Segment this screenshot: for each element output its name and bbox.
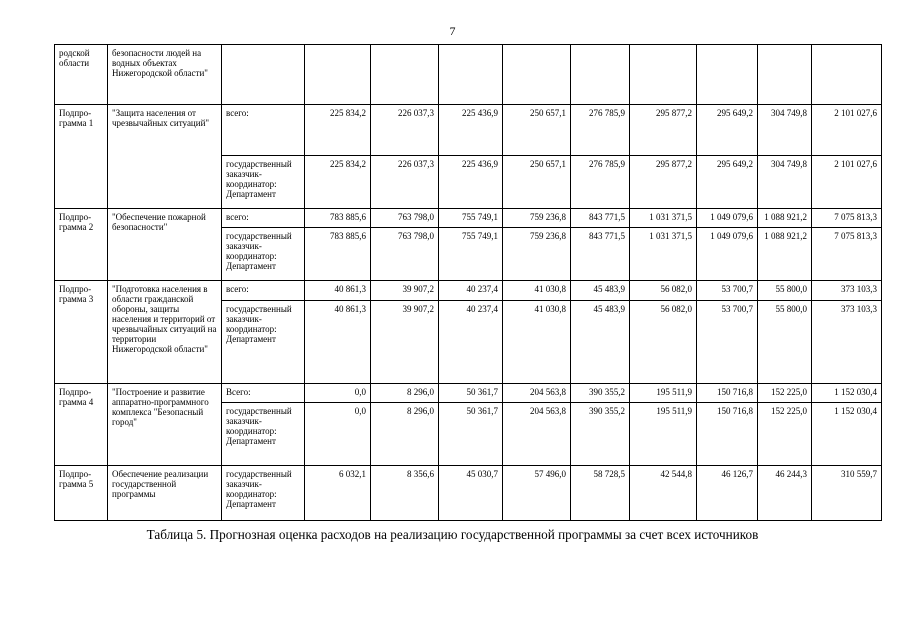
value-cell: 55 800,0 [758, 301, 812, 384]
value-cell: 41 030,8 [503, 281, 571, 301]
empty-cell [503, 45, 571, 105]
value-cell: 295 877,2 [630, 105, 697, 156]
value-cell: 40 237,4 [439, 301, 503, 384]
name-cell: "Защита населения от чрезвычайных ситуаций" [108, 105, 222, 209]
value-cell: 46 244,3 [758, 466, 812, 521]
value-cell: 1 031 371,5 [630, 209, 697, 228]
total-cell: 7 075 813,3 [812, 209, 882, 228]
table-row-continuation [55, 45, 882, 105]
source-cell: государственный заказчик-координатор: Департамент [222, 403, 305, 466]
value-cell: 195 511,9 [630, 384, 697, 403]
value-cell: 390 355,2 [571, 384, 630, 403]
value-cell: 276 785,9 [571, 156, 630, 209]
value-cell: 42 544,8 [630, 466, 697, 521]
value-cell: 6 032,1 [305, 466, 371, 521]
value-cell: 763 798,0 [371, 209, 439, 228]
value-cell: 50 361,7 [439, 384, 503, 403]
value-cell: 1 088 921,2 [758, 228, 812, 281]
value-cell: 150 716,8 [697, 403, 758, 466]
value-cell: 56 082,0 [630, 301, 697, 384]
value-cell: 53 700,7 [697, 301, 758, 384]
value-cell: 295 877,2 [630, 156, 697, 209]
total-cell: 7 075 813,3 [812, 228, 882, 281]
value-cell: 783 885,6 [305, 209, 371, 228]
value-cell: 45 483,9 [571, 301, 630, 384]
value-cell: 390 355,2 [571, 403, 630, 466]
source-cell: государственный заказчик-координатор: Департамент [222, 228, 305, 281]
value-cell: 755 749,1 [439, 228, 503, 281]
value-cell: 56 082,0 [630, 281, 697, 301]
page-number: 7 [449, 24, 456, 38]
value-cell: 39 907,2 [371, 301, 439, 384]
status-cell: Подпро-грамма 3 [55, 281, 108, 384]
name-cell: Обеспечение реализации государственной программы [108, 466, 222, 521]
value-cell: 53 700,7 [697, 281, 758, 301]
value-cell: 759 236,8 [503, 228, 571, 281]
value-cell: 0,0 [305, 403, 371, 466]
total-cell: 2 101 027,6 [812, 105, 882, 156]
value-cell: 8 296,0 [371, 384, 439, 403]
value-cell: 1 031 371,5 [630, 228, 697, 281]
value-cell: 39 907,2 [371, 281, 439, 301]
source-cell: Всего: [222, 384, 305, 403]
budget-table [54, 44, 882, 521]
total-cell: 1 152 030,4 [812, 384, 882, 403]
source-cell: государственный заказчик-координатор: Департамент [222, 156, 305, 209]
value-cell: 1 088 921,2 [758, 209, 812, 228]
value-cell: 1 049 079,6 [697, 228, 758, 281]
value-cell: 40 861,3 [305, 301, 371, 384]
value-cell: 250 657,1 [503, 105, 571, 156]
source-cell: всего: [222, 105, 305, 156]
name-cell: "Подготовка населения в области гражданской обороны, защиты населения и территорий от чрезвычайных ситуаций на территории Нижегородской области" [108, 281, 222, 384]
value-cell: 0,0 [305, 384, 371, 403]
status-cell: родской области [55, 45, 108, 105]
value-cell: 1 049 079,6 [697, 209, 758, 228]
name-cell: безопасности людей на водных объектах Нижегородской области" [108, 45, 222, 105]
value-cell: 40 237,4 [439, 281, 503, 301]
empty-cell [758, 45, 812, 105]
table-row [55, 384, 882, 403]
source-cell [222, 45, 305, 105]
value-cell: 8 296,0 [371, 403, 439, 466]
total-cell: 373 103,3 [812, 281, 882, 301]
value-cell: 55 800,0 [758, 281, 812, 301]
value-cell: 195 511,9 [630, 403, 697, 466]
value-cell: 58 728,5 [571, 466, 630, 521]
status-cell: Подпро-грамма 1 [55, 105, 108, 209]
status-cell: Подпро-грамма 2 [55, 209, 108, 281]
value-cell: 763 798,0 [371, 228, 439, 281]
value-cell: 45 483,9 [571, 281, 630, 301]
status-cell: Подпро-грамма 4 [55, 384, 108, 466]
value-cell: 225 834,2 [305, 105, 371, 156]
name-cell: "Построение и развитие аппаратно-программного комплекса "Безопасный город" [108, 384, 222, 466]
total-cell: 310 559,7 [812, 466, 882, 521]
value-cell: 8 356,6 [371, 466, 439, 521]
table-row [55, 281, 882, 301]
source-cell: государственный заказчик-координатор: Департамент [222, 466, 305, 521]
value-cell: 755 749,1 [439, 209, 503, 228]
source-cell: всего: [222, 209, 305, 228]
value-cell: 57 496,0 [503, 466, 571, 521]
source-cell: государственный заказчик-координатор: Департамент [222, 301, 305, 384]
value-cell: 843 771,5 [571, 228, 630, 281]
table-row [55, 105, 882, 156]
value-cell: 150 716,8 [697, 384, 758, 403]
value-cell: 226 037,3 [371, 105, 439, 156]
value-cell: 276 785,9 [571, 105, 630, 156]
table-row [55, 209, 882, 228]
empty-cell [812, 45, 882, 105]
value-cell: 759 236,8 [503, 209, 571, 228]
total-cell: 2 101 027,6 [812, 156, 882, 209]
empty-cell [571, 45, 630, 105]
value-cell: 41 030,8 [503, 301, 571, 384]
table-caption: Таблица 5. Прогнозная оценка расходов на реализацию государственной программы за счет всех источников [146, 527, 759, 542]
value-cell: 295 649,2 [697, 156, 758, 209]
value-cell: 45 030,7 [439, 466, 503, 521]
table-body [55, 45, 882, 521]
value-cell: 225 436,9 [439, 156, 503, 209]
status-cell: Подпро-грамма 5 [55, 466, 108, 521]
value-cell: 250 657,1 [503, 156, 571, 209]
name-cell: "Обеспечение пожарной безопасности" [108, 209, 222, 281]
value-cell: 204 563,8 [503, 384, 571, 403]
total-cell: 373 103,3 [812, 301, 882, 384]
total-cell: 1 152 030,4 [812, 403, 882, 466]
empty-cell [305, 45, 371, 105]
empty-cell [371, 45, 439, 105]
value-cell: 304 749,8 [758, 105, 812, 156]
empty-cell [697, 45, 758, 105]
value-cell: 226 037,3 [371, 156, 439, 209]
value-cell: 225 834,2 [305, 156, 371, 209]
value-cell: 295 649,2 [697, 105, 758, 156]
value-cell: 152 225,0 [758, 384, 812, 403]
value-cell: 304 749,8 [758, 156, 812, 209]
value-cell: 843 771,5 [571, 209, 630, 228]
value-cell: 40 861,3 [305, 281, 371, 301]
value-cell: 225 436,9 [439, 105, 503, 156]
value-cell: 783 885,6 [305, 228, 371, 281]
value-cell: 50 361,7 [439, 403, 503, 466]
value-cell: 152 225,0 [758, 403, 812, 466]
value-cell: 46 126,7 [697, 466, 758, 521]
source-cell: всего: [222, 281, 305, 301]
value-cell: 204 563,8 [503, 403, 571, 466]
empty-cell [630, 45, 697, 105]
empty-cell [439, 45, 503, 105]
table-row [55, 466, 882, 521]
